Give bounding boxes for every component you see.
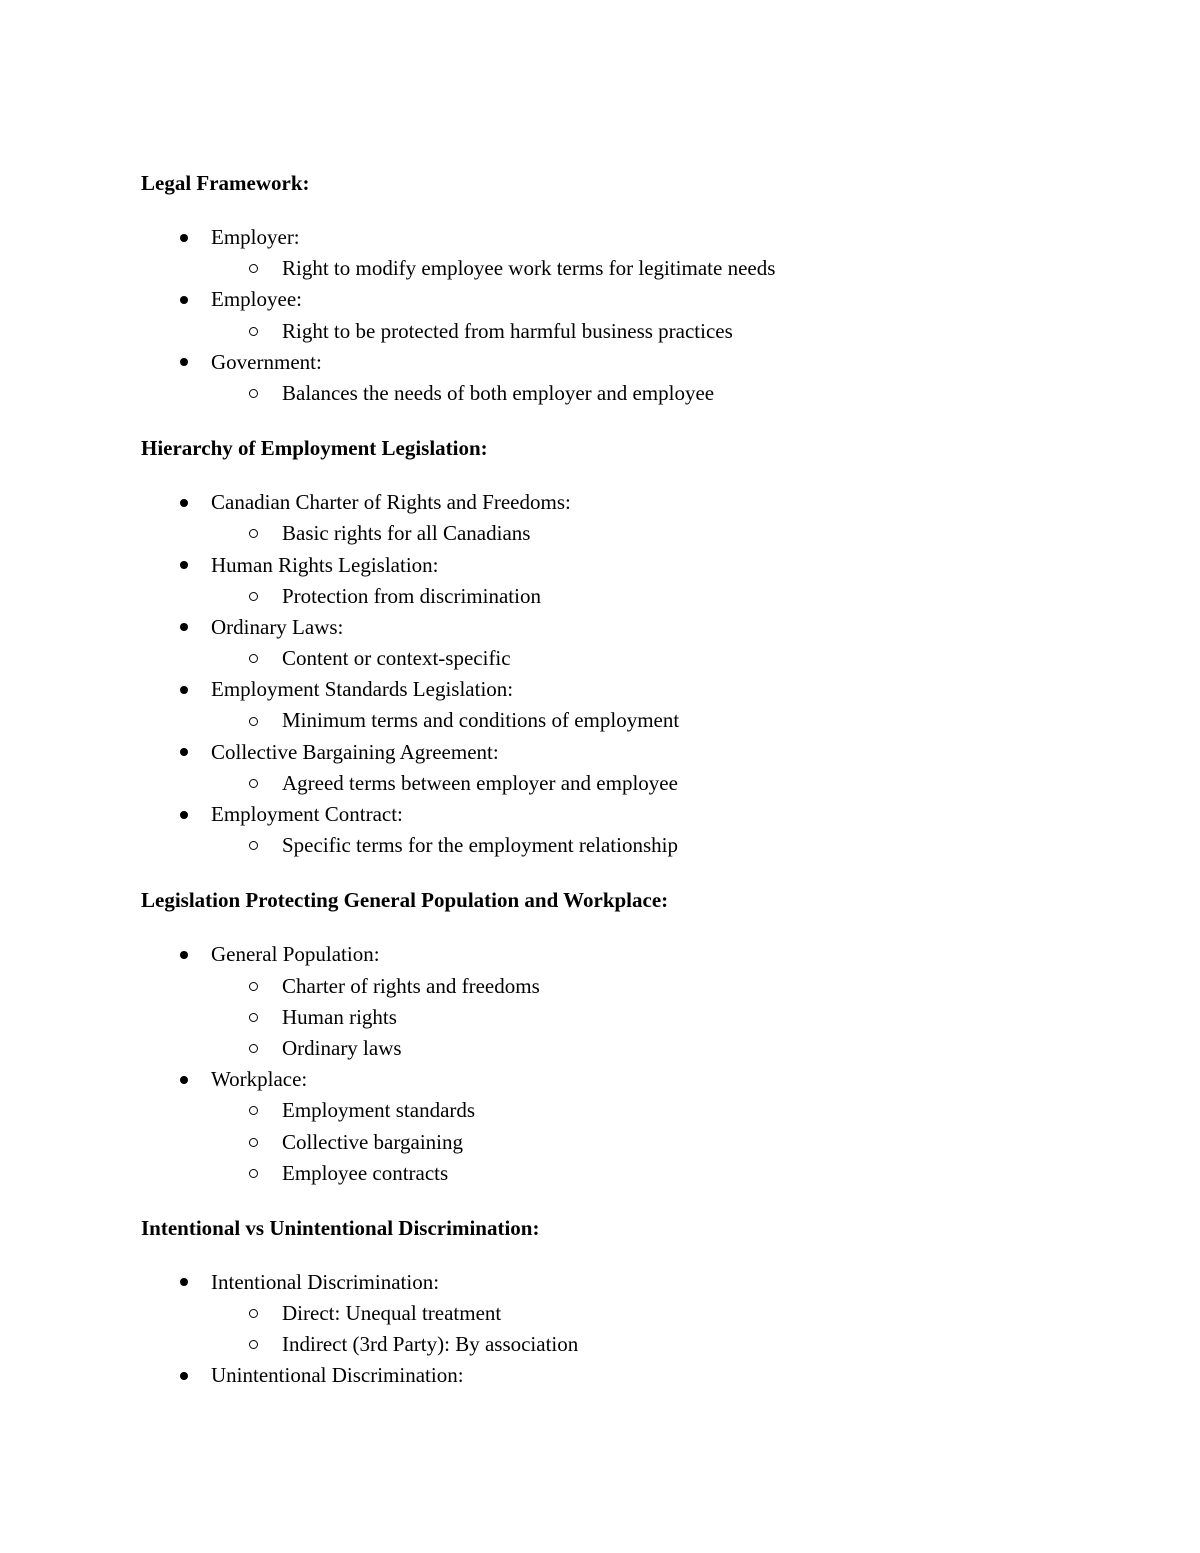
- sub-list-item: [141, 830, 1101, 861]
- list-item-label: General Population:: [211, 942, 380, 967]
- sub-list-item: [141, 705, 1101, 736]
- list-item: [141, 737, 1101, 768]
- list-item: [141, 222, 1101, 253]
- list-item-label: Employer:: [211, 225, 300, 249]
- sub-list-item: [141, 1158, 1101, 1189]
- bullet-list: [141, 1267, 1101, 1392]
- hollow-bullet-icon: [249, 971, 258, 1002]
- list-item: [141, 487, 1101, 518]
- sub-list-item-text: Indirect (3rd Party): By association: [282, 1332, 579, 1357]
- hollow-bullet-icon: [249, 378, 258, 409]
- sub-list-item-text: Balances the needs of both employer and employee: [282, 380, 715, 405]
- filled-bullet-icon: [180, 799, 188, 830]
- list-item: [141, 284, 1101, 315]
- sub-list-item-text: Employment standards: [282, 1098, 476, 1123]
- sub-list-item: [141, 1095, 1101, 1126]
- list-item: [141, 1360, 1101, 1391]
- hollow-bullet-icon: [249, 253, 258, 284]
- sub-list-item-text: Agreed terms between employer and employee: [282, 770, 678, 795]
- list-item: [141, 612, 1101, 643]
- sub-list-item: [141, 316, 1101, 347]
- filled-bullet-icon: [180, 347, 188, 378]
- list-item-label: Employee:: [211, 287, 302, 312]
- filled-bullet-icon: [180, 939, 188, 970]
- sub-list-item: [141, 768, 1101, 799]
- list-item-label: Canadian Charter of Rights and Freedoms:: [211, 490, 571, 515]
- list-item: [141, 347, 1101, 378]
- list-item-label: Intentional Discrimination:: [211, 1269, 440, 1294]
- sub-list-item: [141, 1002, 1101, 1033]
- sub-list-item-text: Right to be protected from harmful business practices: [282, 318, 733, 343]
- sub-list-item-text: Minimum terms and conditions of employment: [282, 708, 680, 733]
- filled-bullet-icon: [180, 1360, 188, 1391]
- list-item-label: Government:: [211, 349, 322, 374]
- hollow-bullet-icon: [249, 316, 258, 347]
- list-item-label: Employment Contract:: [211, 802, 403, 826]
- list-item-label: Unintentional Discrimination:: [211, 1363, 464, 1388]
- hollow-bullet-icon: [249, 1329, 258, 1360]
- filled-bullet-icon: [180, 284, 188, 315]
- hollow-bullet-icon: [249, 705, 258, 736]
- hollow-bullet-icon: [249, 1158, 258, 1189]
- bullet-list: [141, 939, 1101, 1189]
- list-item: [141, 674, 1101, 705]
- bullet-list: [141, 222, 1101, 409]
- sub-list-item-text: Specific terms for the employment relationship: [282, 833, 678, 858]
- sub-list-item-text: Ordinary laws: [282, 1035, 402, 1060]
- section-heading: Legal Framework:: [141, 171, 310, 195]
- sub-list-item: [141, 378, 1101, 409]
- hollow-bullet-icon: [249, 1033, 258, 1064]
- list-item: [141, 550, 1101, 581]
- filled-bullet-icon: [180, 487, 188, 518]
- hollow-bullet-icon: [249, 518, 258, 549]
- hollow-bullet-icon: [249, 643, 258, 674]
- hollow-bullet-icon: [249, 581, 258, 612]
- filled-bullet-icon: [180, 1267, 188, 1298]
- sub-list-item: [141, 1033, 1101, 1064]
- hollow-bullet-icon: [249, 1127, 258, 1158]
- list-item-label: Collective Bargaining Agreement:: [211, 739, 499, 764]
- document-content: [141, 168, 1101, 1392]
- section-heading: Legislation Protecting General Population and Workplace:: [141, 888, 669, 913]
- hollow-bullet-icon: [249, 768, 258, 799]
- sub-list-item: [141, 1329, 1101, 1360]
- sub-list-item-text: Content or context-specific: [282, 646, 511, 671]
- sub-list-item-text: Collective bargaining: [282, 1129, 463, 1154]
- sub-list-item-text: Basic rights for all Canadians: [282, 521, 531, 546]
- list-item: [141, 799, 1101, 830]
- bullet-list: [141, 487, 1101, 861]
- section-heading: Intentional vs Unintentional Discrimination:: [141, 1215, 540, 1240]
- filled-bullet-icon: [180, 550, 188, 581]
- sub-list-item-text: Direct: Unequal treatment: [282, 1301, 502, 1326]
- sub-list-item-text: Charter of rights and freedoms: [282, 973, 540, 998]
- list-item-label: Ordinary Laws:: [211, 614, 344, 639]
- list-item: [141, 939, 1101, 970]
- filled-bullet-icon: [180, 1064, 188, 1095]
- list-item-label: Workplace:: [211, 1067, 308, 1092]
- sub-list-item-text: Human rights: [282, 1004, 397, 1029]
- section-heading: Hierarchy of Employment Legislation:: [141, 436, 488, 461]
- sub-list-item: [141, 581, 1101, 612]
- filled-bullet-icon: [180, 674, 188, 705]
- sub-list-item: [141, 518, 1101, 549]
- sub-list-item: [141, 1127, 1101, 1158]
- list-item: [141, 1064, 1101, 1095]
- list-item-label: Human Rights Legislation:: [211, 552, 439, 577]
- sub-list-item-text: Employee contracts: [282, 1160, 449, 1185]
- hollow-bullet-icon: [249, 1002, 258, 1033]
- hollow-bullet-icon: [249, 1298, 258, 1329]
- sub-list-item: [141, 971, 1101, 1002]
- filled-bullet-icon: [180, 612, 188, 643]
- list-item-label: Employment Standards Legislation:: [211, 677, 514, 702]
- sub-list-item-text: Protection from discrimination: [282, 583, 541, 608]
- hollow-bullet-icon: [249, 830, 258, 861]
- filled-bullet-icon: [180, 737, 188, 768]
- list-item: [141, 1267, 1101, 1298]
- sub-list-item: [141, 1298, 1101, 1329]
- filled-bullet-icon: [180, 222, 188, 253]
- sub-list-item: [141, 253, 1101, 284]
- sub-list-item-text: Right to modify employee work terms for legitimate needs: [282, 256, 776, 281]
- hollow-bullet-icon: [249, 1095, 258, 1126]
- sub-list-item: [141, 643, 1101, 674]
